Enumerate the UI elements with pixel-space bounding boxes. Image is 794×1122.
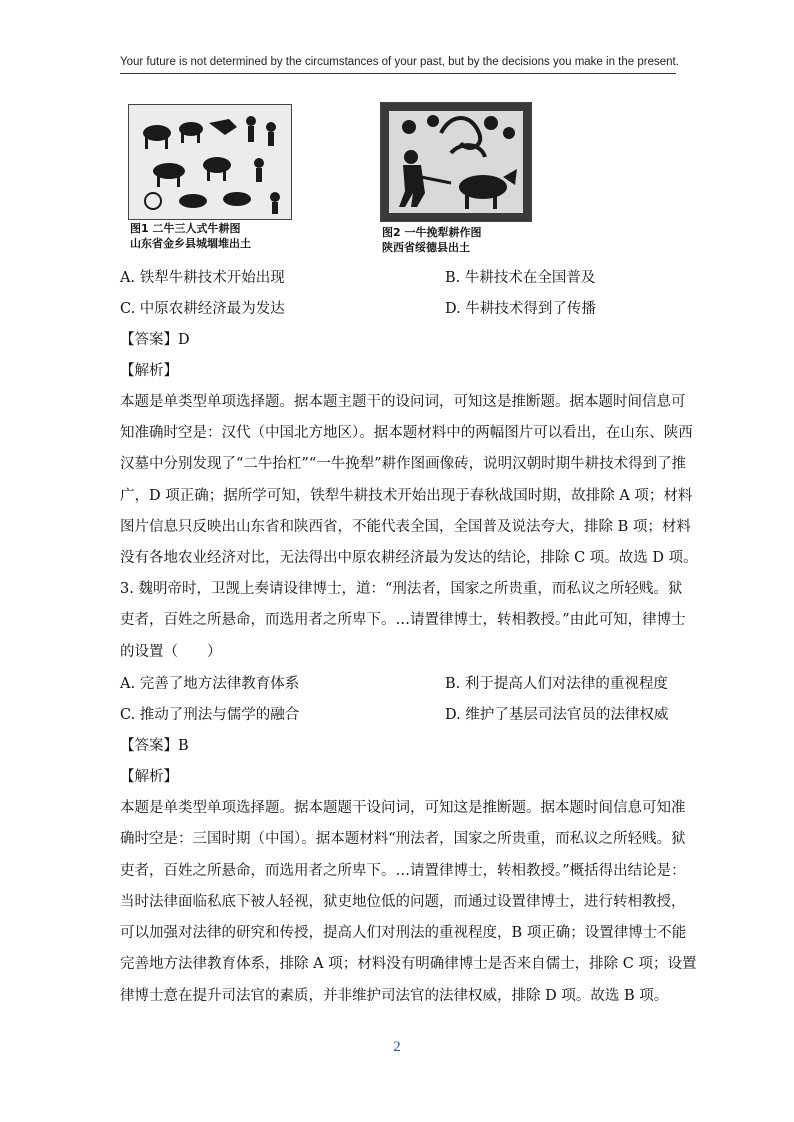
figure-2-caption-title: 图2 一牛挽犁耕作图 [382, 226, 482, 239]
q2-analysis-line: 广，D 项正确；据所学可知，铁犁牛耕技术开始出现于春秋战国时期，故排除 A 项；材料 [120, 488, 693, 504]
q3-option-a: A. 完善了地方法律教育体系 [120, 676, 300, 692]
header-divider [120, 73, 676, 74]
page-header-motto: Your future is not determined by the circumstances of your past, but by the decisions you make in the present. [120, 56, 679, 68]
q3-analysis-title: 【解析】 [120, 769, 178, 785]
figure-2-caption [382, 225, 481, 255]
q3-analysis-line: 本题是单类型单项选择题。据本题题干设问词，可知这是推断题。据本题时间信息可知准 [120, 800, 686, 816]
figure-1-caption-title: 图1 二牛三人式牛耕图 [130, 222, 241, 235]
q3-analysis-line: 吏者，百姓之所悬命，而选用者之所卑下。…请置律博士，转相教授。”概括得出结论是： [120, 863, 686, 879]
figure-1 [128, 104, 298, 264]
ox-plough-rubbing-icon [129, 105, 291, 219]
q2-option-b: B. 牛耕技术在全国普及 [445, 270, 596, 286]
q3-option-b: B. 利于提高人们对法律的重视程度 [445, 676, 668, 692]
q3-stem-line: 吏者，百姓之所悬命，而选用者之所卑下。…请置律博士，转相教授。”由此可知，律博士 [120, 612, 686, 628]
q2-analysis-line: 知准确时空是：汉代（中国北方地区）。据本题材料中的两幅图片可以看出，在山东、陕西 [120, 425, 693, 441]
q3-analysis-line: 可以加强对法律的研究和传授，提高人们对刑法的重视程度，B 项正确；设置律博士不能 [120, 925, 687, 941]
q2-analysis-line: 没有各地农业经济对比，无法得出中原农耕经济最为发达的结论，排除 C 项。故选 D 项。 [120, 550, 698, 566]
q3-option-d: D. 维护了基层司法官员的法律权威 [445, 707, 669, 723]
q3-analysis-line: 律博士意在提升司法官的素质，并非维护司法官的法律权威，排除 D 项。故选 B 项。 [120, 988, 669, 1004]
q3-analysis-line: 当时法律面临私底下被人轻视，狱吏地位低的问题，而通过设置律博士，进行转相教授， [120, 894, 686, 910]
q3-analysis-line: 完善地方法律教育体系，排除 A 项；材料没有明确律博士是否来自儒士，排除 C 项；设置 [120, 956, 697, 972]
figure-2 [380, 102, 550, 264]
q3-stem-line: 3. 魏明帝时，卫觊上奏请设律博士，道：“刑法者，国家之所贵重，而私议之所轻贱。狱 [120, 581, 683, 597]
page-number: 2 [393, 1039, 401, 1055]
figure-2-caption-source: 陕西省绥德县出土 [382, 241, 470, 254]
q2-option-d: D. 牛耕技术得到了传播 [445, 301, 596, 317]
q2-analysis-title: 【解析】 [120, 363, 178, 379]
figure-1-image [128, 104, 292, 220]
q2-analysis-line: 汉墓中分别发现了“二牛抬杠”“一牛挽犁”耕作图画像砖，说明汉朝时期牛耕技术得到了推 [120, 456, 687, 472]
q2-analysis-line: 本题是单类型单项选择题。据本题主题干的设问词，可知这是推断题。据本题时间信息可 [120, 394, 686, 410]
q2-option-c: C. 中原农耕经济最为发达 [120, 301, 285, 317]
figure-2-image [380, 102, 532, 222]
figure-1-caption [130, 221, 251, 251]
single-ox-plough-rubbing-icon [381, 103, 531, 221]
q3-analysis-line: 确时空是：三国时期（中国）。据本题材料“刑法者，国家之所贵重，而私议之所轻贱。狱 [120, 831, 686, 847]
q2-answer: 【答案】D [120, 332, 190, 348]
q2-analysis-line: 图片信息只反映出山东省和陕西省，不能代表全国，全国普及说法夸大，排除 B 项；材料 [120, 519, 691, 535]
q3-option-c: C. 推动了刑法与儒学的融合 [120, 707, 300, 723]
q3-answer: 【答案】B [120, 738, 189, 754]
figure-1-caption-source: 山东省金乡县城堌堆出土 [130, 237, 251, 250]
q2-option-a: A. 铁犁牛耕技术开始出现 [120, 270, 285, 286]
q3-stem-line: 的设置（ ） [120, 644, 222, 660]
